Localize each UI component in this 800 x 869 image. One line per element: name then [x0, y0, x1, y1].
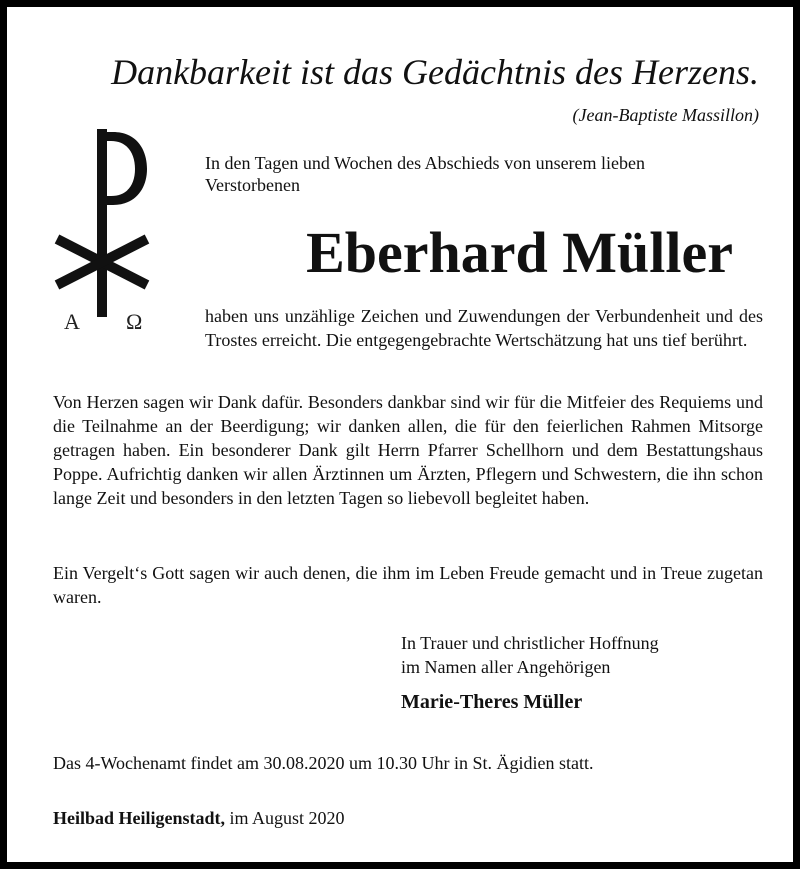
signoff-block	[401, 631, 741, 679]
signoff-line-1: In Trauer und christlicher Hoffnung	[401, 633, 659, 653]
requiem-notice: Das 4-Wochenamt findet am 30.08.2020 um 10.30 Uhr in St. Ägidien statt.	[53, 753, 594, 773]
condolences-received-text: haben uns unzählige Zeichen und Zuwendungen der Verbundenheit und des Trostes erreicht. Die entgegengebrachte Wertschätzung hat uns tief berührt.	[205, 306, 763, 350]
signer-name: Marie-Theres Müller	[401, 691, 583, 713]
signoff-line-2: im Namen aller Angehörigen	[401, 657, 611, 677]
intro-text: In den Tagen und Wochen des Abschieds von unserem lieben Verstorbenen	[205, 153, 646, 195]
motto-author: (Jean-Baptiste Massillon)	[572, 105, 759, 125]
place-town: Heilbad Heiligenstadt,	[53, 808, 226, 828]
place-date: im August 2020	[229, 808, 345, 828]
motto-quote: Dankbarkeit ist das Gedächtnis des Herzens.	[111, 52, 759, 92]
deceased-name: Eberhard Müller	[306, 220, 733, 285]
vergelts-gott-paragraph: Ein Vergelt‘s Gott sagen wir auch denen, die ihm im Leben Freude gemacht und in Treue zugetan waren.	[53, 563, 763, 607]
alpha-letter: A	[64, 309, 80, 334]
place-and-date	[53, 806, 763, 830]
thanks-paragraph: Von Herzen sagen wir Dank dafür. Besonders dankbar sind wir für die Mitfeier des Requiems und die Teilnahme an der Beerdigung; wir danken allen, die für den feierlichen Rahmen Mitsorge getragen haben. Ein besonderer Dank gilt Herrn Pfarrer Schellhorn und dem Bestattungshaus Poppe. Aufrichtig danken wir allen Ärztinnen um Ärzten, Pflegern und Schwestern, die ihn schon lange Zeit und besonders in den letzten Tagen so liebevoll begleitet haben.	[53, 392, 763, 508]
omega-letter: Ω	[126, 309, 143, 334]
